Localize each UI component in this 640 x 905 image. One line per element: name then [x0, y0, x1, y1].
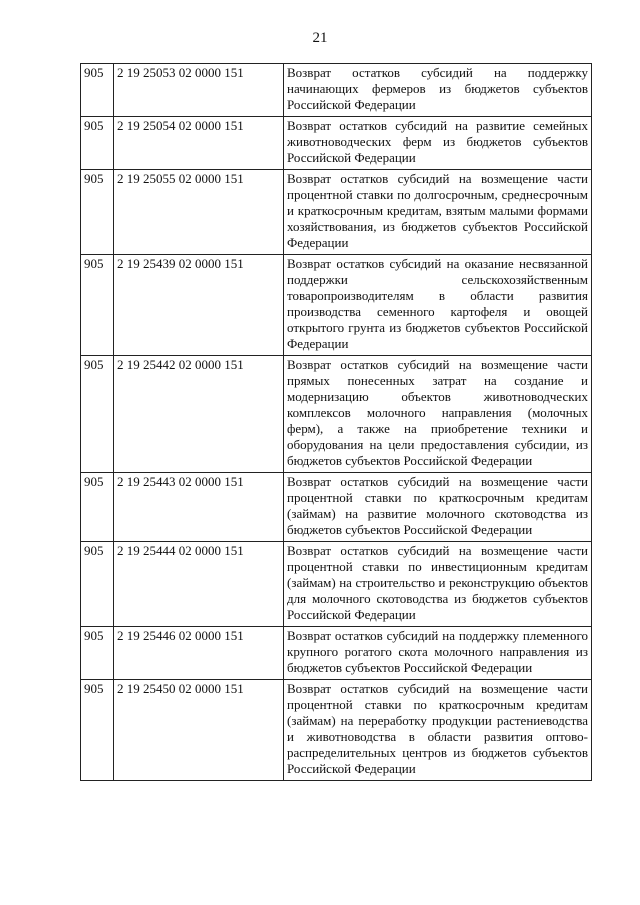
table-row [81, 356, 592, 473]
budget-codes-table [80, 63, 592, 781]
revenue-name-cell: Возврат остатков субсидий на возмещение части процентной ставки по инвестиционным кредитам (займам) на строительство и реконструкцию объектов для молочного скотоводства из бюджетов субъектов Российской Федерации [284, 542, 592, 627]
admin-code-cell: 905 [81, 255, 114, 356]
table-row [81, 542, 592, 627]
revenue-name-cell: Возврат остатков субсидий на оказание несвязанной поддержки сельскохозяйственным товаропроизводителям в области развития производства семенного картофеля и овощей открытого грунта из бюджетов субъектов Российской Федерации [284, 255, 592, 356]
admin-code-cell: 905 [81, 680, 114, 781]
table-row [81, 170, 592, 255]
revenue-name-cell: Возврат остатков субсидий на развитие семейных животноводческих ферм из бюджетов субъектов Российской Федерации [284, 117, 592, 170]
revenue-code-cell: 2 19 25442 02 0000 151 [114, 356, 284, 473]
table-row [81, 64, 592, 117]
table-row [81, 680, 592, 781]
table-row [81, 627, 592, 680]
admin-code-cell: 905 [81, 64, 114, 117]
page-number: 21 [312, 30, 328, 46]
revenue-code-cell: 2 19 25446 02 0000 151 [114, 627, 284, 680]
revenue-name-cell: Возврат остатков субсидий на поддержку начинающих фермеров из бюджетов субъектов Российской Федерации [284, 64, 592, 117]
table-row [81, 255, 592, 356]
revenue-code-cell: 2 19 25444 02 0000 151 [114, 542, 284, 627]
revenue-code-cell: 2 19 25055 02 0000 151 [114, 170, 284, 255]
admin-code-cell: 905 [81, 542, 114, 627]
admin-code-cell: 905 [81, 356, 114, 473]
revenue-name-cell: Возврат остатков субсидий на поддержку племенного крупного рогатого скота молочного направления из бюджетов субъектов Российской Федерации [284, 627, 592, 680]
revenue-code-cell: 2 19 25054 02 0000 151 [114, 117, 284, 170]
admin-code-cell: 905 [81, 627, 114, 680]
table-row [81, 473, 592, 542]
revenue-name-cell: Возврат остатков субсидий на возмещение части процентной ставки по краткосрочным кредитам (займам) на развитие молочного скотоводства из бюджетов субъектов Российской Федерации [284, 473, 592, 542]
table-row [81, 117, 592, 170]
revenue-name-cell: Возврат остатков субсидий на возмещение части прямых понесенных затрат на создание и модернизацию объектов животноводческих комплексов молочного направления (молочных ферм), а также на приобретение техники и оборудования на цели предоставления субсидии, из бюджетов субъектов Российской Федерации [284, 356, 592, 473]
admin-code-cell: 905 [81, 117, 114, 170]
revenue-name-cell: Возврат остатков субсидий на возмещение части процентной ставки по краткосрочным кредитам (займам) на переработку продукции растениеводства и животноводства в области развития оптово-распределительных центров из бюджетов субъектов Российской Федерации [284, 680, 592, 781]
revenue-code-cell: 2 19 25439 02 0000 151 [114, 255, 284, 356]
revenue-code-cell: 2 19 25450 02 0000 151 [114, 680, 284, 781]
revenue-code-cell: 2 19 25443 02 0000 151 [114, 473, 284, 542]
admin-code-cell: 905 [81, 473, 114, 542]
table-body [81, 64, 592, 781]
admin-code-cell: 905 [81, 170, 114, 255]
revenue-code-cell: 2 19 25053 02 0000 151 [114, 64, 284, 117]
revenue-name-cell: Возврат остатков субсидий на возмещение части процентной ставки по долгосрочным, среднесрочным и краткосрочным кредитам, взятым малыми формами хозяйствования, из бюджетов субъектов Российской Федерации [284, 170, 592, 255]
